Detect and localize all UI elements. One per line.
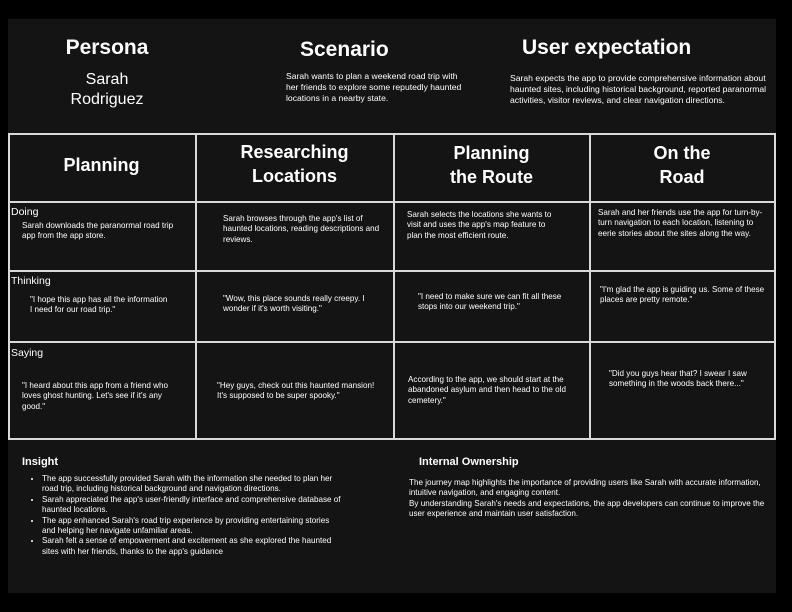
- persona-name: [48, 70, 166, 110]
- cell-saying-planning: "I heard about this app from a friend who loves ghost hunting. Let's see if it's any good.": [22, 381, 168, 411]
- grid-line: [8, 270, 776, 272]
- cell-thinking-researching: "Wow, this place sounds really creepy. I wonder if it's worth visiting.": [223, 294, 365, 314]
- internal-ownership-text: [409, 478, 769, 520]
- insight-item: • The app enhanced Sarah's road trip experience by providing entertaining stories and helping her navigate unfamiliar areas.: [42, 516, 342, 537]
- cell-doing-planning: Sarah downloads the paranormal road trip app from the app store.: [22, 221, 174, 241]
- insight-title: Insight: [22, 456, 59, 468]
- insight-item: • The app successfully provided Sarah with the information she needed to plan her road trip, including historical background and navigation directions.: [42, 474, 342, 495]
- journey-grid: [8, 133, 776, 440]
- grid-line: [774, 133, 776, 439]
- cell-saying-route: According to the app, we should start at the abandoned asylum and then head to the old cemetery.": [408, 375, 566, 405]
- cell-saying-researching: "Hey guys, check out this haunted mansion! It's supposed to be super spooky.": [217, 381, 375, 401]
- grid-line: [8, 201, 776, 203]
- stage-header-on-the-road: On the Road: [653, 143, 711, 187]
- grid-line: [8, 133, 776, 135]
- internal-ownership-para-2: By understanding Sarah's needs and expectations, the app developers can continue to improve the user experience and maintain user satisfaction.: [409, 498, 765, 519]
- user-expectation-title: User expectation: [522, 36, 692, 59]
- cell-thinking-planning: "I hope this app has all the information I need for our road trip.": [30, 295, 168, 315]
- row-label-saying: Saying: [11, 347, 44, 359]
- persona-last-name: Rodriguez: [70, 91, 144, 108]
- row-label-thinking: Thinking: [11, 275, 51, 287]
- internal-ownership-para-1: The journey map highlights the importance of providing users like Sarah with accurate information, intuitive navigation, and engaging content.: [409, 478, 761, 498]
- scenario-text: Sarah wants to plan a weekend road trip with her friends to explore some reputedly haunted locations in a nearby state.: [286, 71, 462, 104]
- cell-thinking-road: "I'm glad the app is guiding us. Some of these places are pretty remote.": [600, 285, 765, 305]
- cell-doing-road: Sarah and her friends use the app for turn-by-turn navigation to each location, listening to eerie stories about the sites along the way.: [598, 208, 763, 238]
- persona-title: Persona: [65, 36, 149, 59]
- grid-line: [8, 133, 10, 439]
- internal-ownership-title: Internal Ownership: [419, 456, 519, 468]
- cell-doing-route: Sarah selects the locations she wants to visit and uses the app's map feature to plan the most efficient route.: [407, 210, 552, 240]
- user-expectation-text: Sarah expects the app to provide comprehensive information about haunted sites, including historical background, reported paranormal activities, visitor reviews, and clear navigation directions.: [510, 73, 767, 106]
- stage-header-planning-the-route: Planning the Route: [450, 143, 533, 187]
- cell-thinking-route: "I need to make sure we can fit all these stops into our weekend trip.": [418, 292, 562, 312]
- scenario-title: Scenario: [300, 38, 389, 61]
- insight-item: • Sarah appreciated the app's user-friendly interface and comprehensive database of haunted locations.: [42, 495, 342, 516]
- stage-header-planning: Planning: [63, 155, 140, 175]
- stage-header-researching-locations: Researching Locations: [240, 142, 349, 186]
- grid-line: [8, 341, 776, 343]
- persona-first-name: Sarah: [85, 71, 129, 88]
- insight-list: [22, 474, 342, 557]
- cell-saying-road: "Did you guys hear that? I swear I saw something in the woods back there...": [609, 369, 747, 389]
- cell-doing-researching: Sarah browses through the app's list of haunted locations, reading descriptions and reviews.: [223, 214, 380, 244]
- grid-line: [8, 438, 776, 440]
- row-label-doing: Doing: [11, 206, 39, 218]
- insight-item: • Sarah felt a sense of empowerment and excitement as she explored the haunted sites with her friends, thanks to the app's guidance: [42, 536, 342, 557]
